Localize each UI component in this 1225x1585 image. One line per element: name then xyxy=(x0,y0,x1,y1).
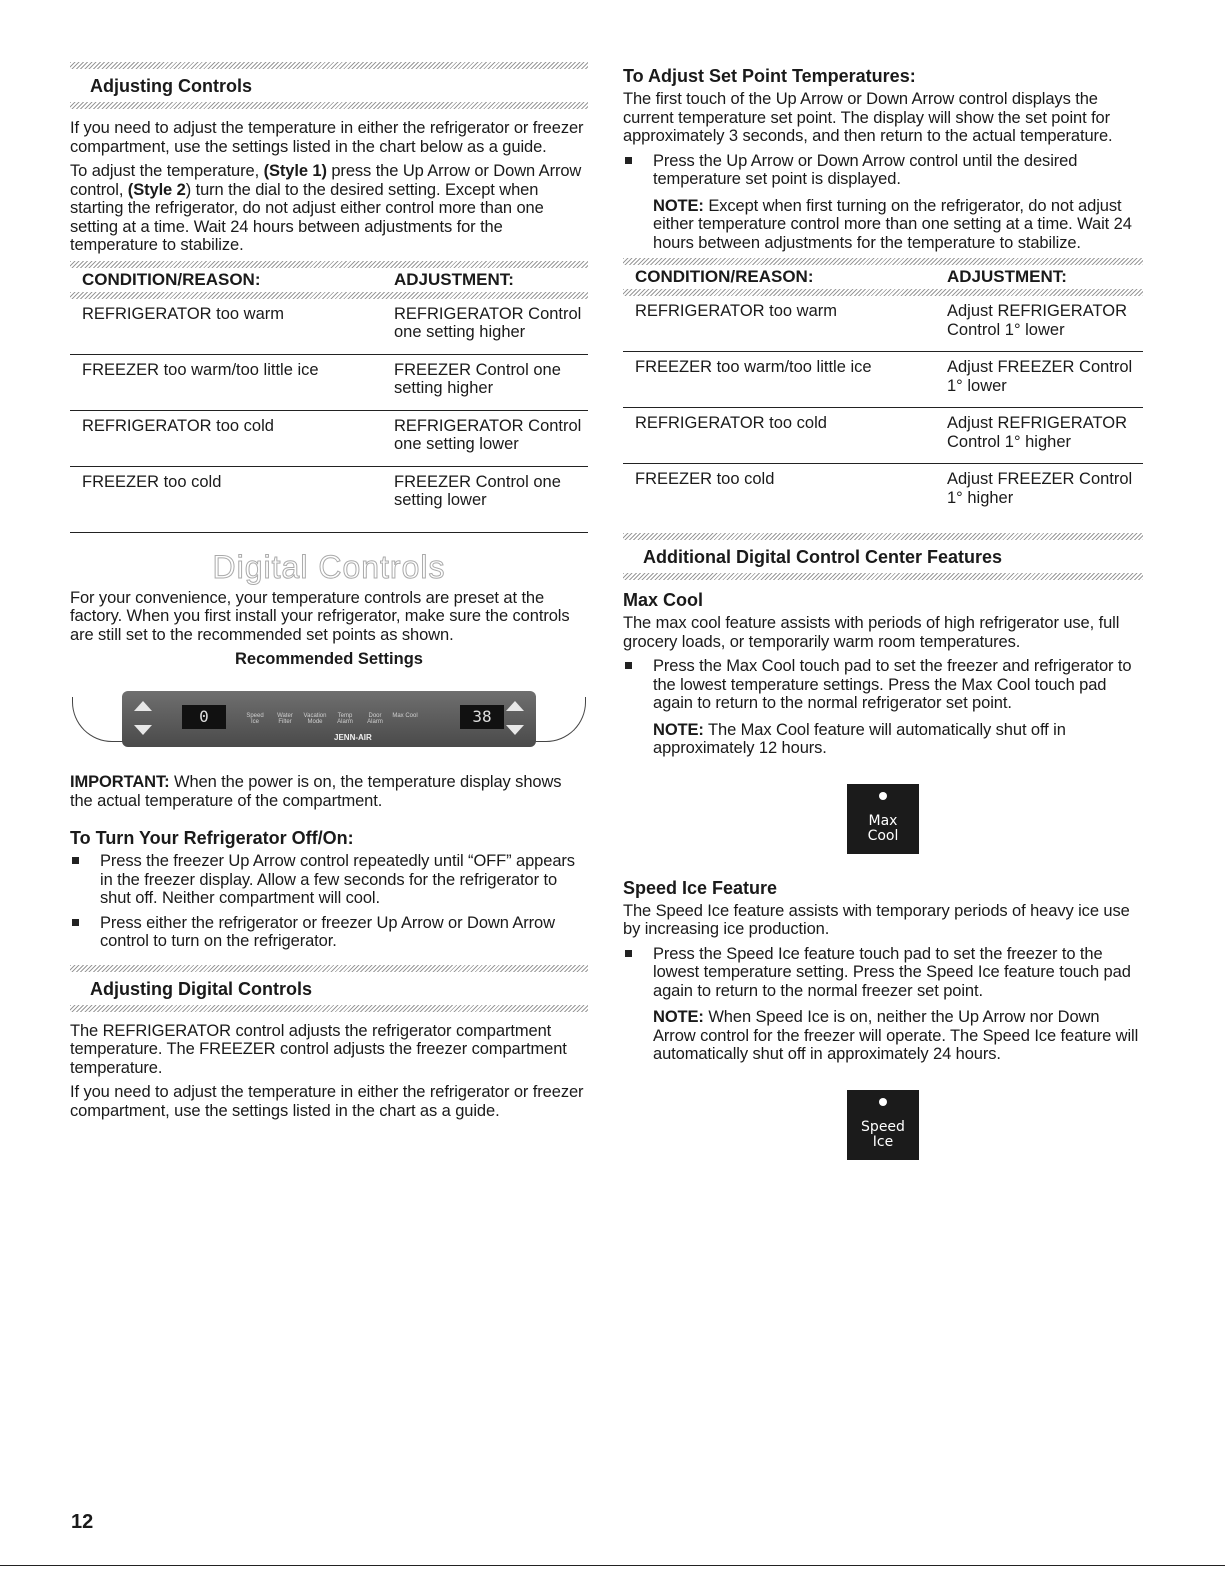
adjustment-cell: REFRIGERATOR Control one setting lower xyxy=(382,410,588,466)
adjustment-cell: Adjust FREEZER Control 1° higher xyxy=(947,470,1133,507)
adjustment-cell: REFRIGERATOR Control one setting higher xyxy=(382,299,588,355)
adjustment-table-left xyxy=(70,268,588,522)
indicator-dot-icon xyxy=(879,792,887,800)
section-divider xyxy=(70,1005,588,1012)
style2-label: (Style 2 xyxy=(127,180,186,199)
pad-label: Speed xyxy=(861,1118,905,1135)
fridge-display: 38 xyxy=(460,705,504,729)
recommended-settings-label: Recommended Settings xyxy=(235,650,423,668)
fridge-up-arrow-icon xyxy=(506,701,524,711)
condition-cell: REFRIGERATOR too cold xyxy=(623,408,935,464)
control-panel xyxy=(122,691,536,747)
section-divider xyxy=(623,533,1143,540)
brand-logo: JENN-AIR xyxy=(334,733,372,742)
table-divider xyxy=(623,289,1143,296)
fridge-down-arrow-icon xyxy=(506,725,524,735)
table-row xyxy=(623,296,1143,352)
speed-ice-p1: The Speed Ice feature assists with temporary periods of heavy ice use by increasing ice production. xyxy=(623,901,1130,938)
panel-label: Max Cool xyxy=(392,713,418,719)
table-row xyxy=(623,464,1143,520)
digital-controls-title: Digital Controls xyxy=(212,548,446,585)
adjusting-controls-p2 xyxy=(70,162,588,255)
list-item: Press the freezer Up Arrow control repeatedly until “OFF” appears in the freezer display. Allow a few seconds for the refrigerator to shut off. Neither compartment will cool. xyxy=(70,852,588,908)
list-item: Press the Speed Ice feature touch pad to set the freezer to the lowest temperature setting. Press the Speed Ice feature touch pad again to return to the normal freezer set point. xyxy=(623,945,1143,1001)
additional-features-heading: Additional Digital Control Center Features xyxy=(643,547,1003,567)
text-span: ) turn the dial to the desired setting. Except when starting the refrigerator, do not adjust either control more than one setting at a time. Wait 24 hours between adjustments for the temperature to stabilize. xyxy=(70,180,544,254)
list-item: Press the Max Cool touch pad to set the freezer and refrigerator to the lowest temperature settings. Press the Max Cool touch pad again to return to the normal refrigerator set point. xyxy=(623,657,1143,713)
table-row xyxy=(70,410,588,466)
important-label: IMPORTANT: xyxy=(70,773,170,791)
list-item: Press the Up Arrow or Down Arrow control until the desired temperature set point is displayed. xyxy=(623,152,1143,189)
panel-label: Temp Alarm xyxy=(337,713,353,725)
max-cool-p1: The max cool feature assists with periods of high refrigerator use, full grocery loads, or temporarily warm room temperatures. xyxy=(623,614,1120,651)
right-column xyxy=(623,66,1143,1184)
table-header-row xyxy=(623,265,1143,289)
control-panel-illustration xyxy=(70,691,588,751)
text-span: The Max Cool feature will automatically shut off in approximately 12 hours. xyxy=(653,720,1066,757)
text-span: press the Up Arrow or Down Arrow control, xyxy=(70,162,582,199)
freezer-up-arrow-icon xyxy=(134,701,152,711)
set-point-note xyxy=(623,197,1143,253)
max-cool-pad xyxy=(847,784,919,854)
pad-label: Ice xyxy=(872,1133,894,1150)
pad-label: Max xyxy=(868,812,898,829)
speed-ice-heading: Speed Ice Feature xyxy=(623,877,778,898)
section-rule xyxy=(70,532,588,533)
speed-ice-note xyxy=(623,1008,1143,1064)
note-label: NOTE: xyxy=(653,1008,704,1026)
pad-label: Cool xyxy=(867,827,899,844)
table-row xyxy=(70,466,588,522)
col-adjustment: ADJUSTMENT: xyxy=(947,267,1067,286)
max-cool-heading: Max Cool xyxy=(623,590,704,610)
table-divider xyxy=(70,292,588,299)
max-cool-note xyxy=(623,721,1143,758)
left-column xyxy=(70,62,588,1126)
style1-label: (Style 1) xyxy=(263,162,327,180)
freezer-display: 0 xyxy=(182,705,226,729)
section-divider xyxy=(70,62,588,69)
indicator-dot-icon xyxy=(879,1098,887,1106)
adjusting-digital-p1: The REFRIGERATOR control adjusts the refrigerator compartment temperature. The FREEZER control adjusts the freezer compartment temperature. xyxy=(70,1021,567,1077)
condition-cell: FREEZER too warm/too little ice xyxy=(70,354,382,410)
section-divider xyxy=(623,573,1143,580)
col-condition: CONDITION/REASON: xyxy=(82,269,261,289)
adjustment-cell: FREEZER Control one setting higher xyxy=(382,354,588,410)
adjusting-controls-p1: If you need to adjust the temperature in either the refrigerator or freezer compartment, use the settings listed in the chart below as a guide. xyxy=(70,119,584,156)
panel-label: Vacation Mode xyxy=(303,713,327,725)
table-header-row xyxy=(70,268,588,292)
adjusting-digital-p2: If you need to adjust the temperature in either the refrigerator or freezer compartment, use the settings listed in the chart as a guide. xyxy=(70,1083,584,1120)
note-label: NOTE: xyxy=(653,720,704,739)
list-item: Press either the refrigerator or freezer Up Arrow or Down Arrow control to turn on the refrigerator. xyxy=(70,914,588,951)
table-row xyxy=(623,352,1143,408)
table-row xyxy=(70,299,588,355)
adjustment-table-right xyxy=(623,265,1143,519)
condition-cell: REFRIGERATOR too cold xyxy=(70,410,382,466)
text-span: Except when first turning on the refrigerator, do not adjust either temperature control more than one setting at a time. Wait 24 hours between adjustments for the temperature to stabilize. xyxy=(653,196,1132,252)
digital-controls-p1: For your convenience, your temperature controls are preset at the factory. When you first install your refrigerator, make sure the controls are still set to the recommended set points as shown. xyxy=(70,588,570,644)
col-condition: CONDITION/REASON: xyxy=(635,267,814,286)
speed-ice-pad xyxy=(847,1090,919,1160)
table-row xyxy=(70,354,588,410)
condition-cell: REFRIGERATOR too warm xyxy=(70,299,382,355)
text-span: When the power is on, the temperature display shows the actual temperature of the compartment. xyxy=(70,773,562,810)
col-adjustment: ADJUSTMENT: xyxy=(394,269,514,289)
condition-cell: FREEZER too warm/too little ice xyxy=(623,352,935,408)
condition-cell: FREEZER too cold xyxy=(82,472,222,491)
panel-label: Water Filter xyxy=(277,713,293,725)
set-point-heading: To Adjust Set Point Temperatures: xyxy=(623,66,916,86)
text-span: When Speed Ice is on, neither the Up Arrow nor Down Arrow control for the freezer will operate. The Speed Ice feature will automatically shut off in approximately 24 hours. xyxy=(653,1008,1139,1063)
adjustment-cell: Adjust REFRIGERATOR Control 1° higher xyxy=(935,408,1143,464)
turn-off-on-heading: To Turn Your Refrigerator Off/On: xyxy=(70,828,354,848)
page-number: 12 xyxy=(71,1511,94,1533)
condition-cell: FREEZER too cold xyxy=(635,470,775,488)
freezer-down-arrow-icon xyxy=(134,725,152,735)
adjusting-digital-heading: Adjusting Digital Controls xyxy=(90,978,312,999)
panel-label: Speed Ice xyxy=(246,713,264,725)
bottom-rule xyxy=(0,1565,1225,1566)
table-divider xyxy=(70,261,588,268)
adjustment-cell: Adjust REFRIGERATOR Control 1° lower xyxy=(935,296,1143,352)
set-point-p1: The first touch of the Up Arrow or Down Arrow control displays the current temperature set point. The display will show the set point for approximately 3 seconds, and then return to the actual temperature. xyxy=(623,90,1113,145)
adjusting-controls-heading: Adjusting Controls xyxy=(90,76,252,96)
panel-label: Door Alarm xyxy=(367,713,383,725)
important-note xyxy=(70,773,588,810)
adjustment-cell: FREEZER Control one setting lower xyxy=(394,472,561,509)
table-row xyxy=(623,408,1143,464)
text-span: To adjust the temperature, xyxy=(70,162,264,180)
section-divider xyxy=(70,965,588,972)
table-divider xyxy=(623,258,1143,265)
adjustment-cell: Adjust FREEZER Control 1° lower xyxy=(935,352,1143,408)
section-divider xyxy=(70,102,588,109)
condition-cell: REFRIGERATOR too warm xyxy=(623,296,935,352)
note-label: NOTE: xyxy=(653,196,704,215)
